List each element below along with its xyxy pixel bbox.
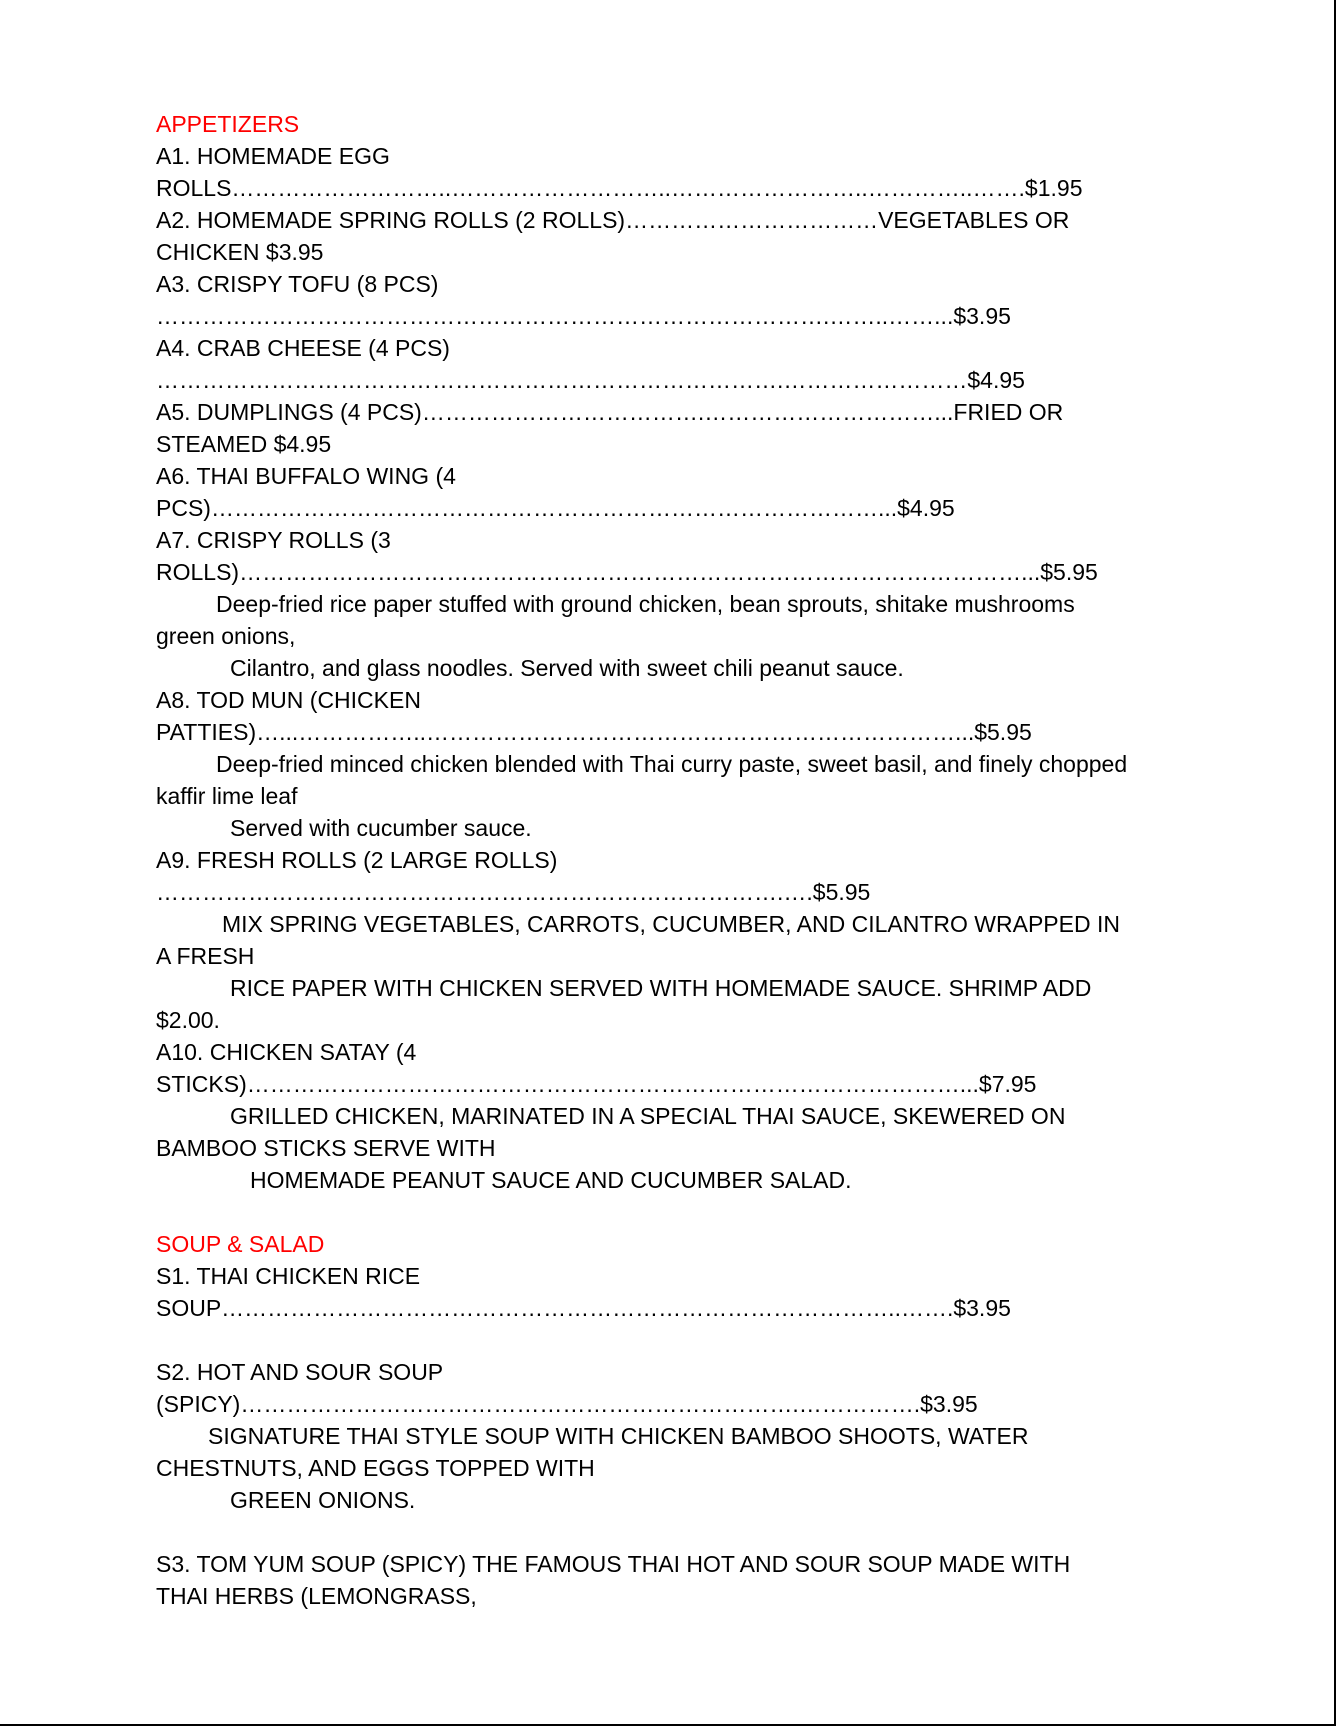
item-description: Served with cucumber sauce. xyxy=(230,815,532,841)
menu-line: A3. CRISPY TOFU (8 PCS) xyxy=(156,271,439,297)
section-heading-soup-salad: SOUP & SALAD xyxy=(156,1231,325,1257)
menu-line: A1. HOMEMADE EGG xyxy=(156,143,390,169)
menu-line: A6. THAI BUFFALO WING (4 xyxy=(156,463,456,489)
menu-line: ROLLS………………………..………………………..……………………..…………..…….$1.95 xyxy=(156,175,1083,201)
item-description: Deep-fried rice paper stuffed with ground chicken, bean sprouts, shitake mushrooms xyxy=(216,591,1075,617)
menu-line: S2. HOT AND SOUR SOUP xyxy=(156,1359,444,1385)
item-description: kaffir lime leaf xyxy=(156,783,298,809)
item-description: green onions, xyxy=(156,623,296,649)
menu-line: SOUP……………………………………………………………………………..…….$3.95 xyxy=(156,1295,1011,1321)
menu-line: S3. TOM YUM SOUP (SPICY) THE FAMOUS THAI HOT AND SOUR SOUP MADE WITH xyxy=(156,1551,1071,1577)
menu-content xyxy=(156,108,1216,1612)
menu-line: S1. THAI CHICKEN RICE xyxy=(156,1263,421,1289)
menu-line: (SPICY)……………………………………………………………….…………….$3.95 xyxy=(156,1391,978,1417)
menu-line: THAI HERBS (LEMONGRASS, xyxy=(156,1583,477,1609)
item-description: CHESTNUTS, AND EGGS TOPPED WITH xyxy=(156,1455,595,1481)
item-description: HOMEMADE PEANUT SAUCE AND CUCUMBER SALAD. xyxy=(250,1167,852,1193)
menu-line: STEAMED $4.95 xyxy=(156,431,332,457)
menu-line: A10. CHICKEN SATAY (4 xyxy=(156,1039,417,1065)
menu-line: A9. FRESH ROLLS (2 LARGE ROLLS) xyxy=(156,847,558,873)
item-description: BAMBOO STICKS SERVE WITH xyxy=(156,1135,496,1161)
menu-line: A5. DUMPLINGS (4 PCS)……………………………….…………………………...FRIED OR xyxy=(156,399,1064,425)
item-description: $2.00. xyxy=(156,1007,220,1033)
menu-line: A2. HOMEMADE SPRING ROLLS (2 ROLLS)……………………………VEGETABLES OR xyxy=(156,207,1070,233)
menu-line: A8. TOD MUN (CHICKEN xyxy=(156,687,421,713)
item-description: A FRESH xyxy=(156,943,255,969)
menu-line: A7. CRISPY ROLLS (3 xyxy=(156,527,391,553)
menu-line: …………………………………………………………………………….……..……...$3.95 xyxy=(156,303,1011,329)
item-description: Cilantro, and glass noodles. Served with sweet chili peanut sauce. xyxy=(230,655,904,681)
menu-line: STICKS)…………………………………………………………………………………...$7.95 xyxy=(156,1071,1037,1097)
menu-line: ……………………………………………………………………….….$5.95 xyxy=(156,879,871,905)
section-spacer xyxy=(156,1196,1216,1228)
item-description: GRILLED CHICKEN, MARINATED IN A SPECIAL THAI SAUCE, SKEWERED ON xyxy=(230,1103,1066,1129)
item-description: MIX SPRING VEGETABLES, CARROTS, CUCUMBER, AND CILANTRO WRAPPED IN xyxy=(222,911,1120,937)
menu-line: ROLLS)…………………………………………………………………………………………...$5.95 xyxy=(156,559,1098,585)
menu-line: PATTIES)…...……………..……………………………………………………………...$5.95 xyxy=(156,719,1032,745)
item-spacer xyxy=(156,1324,1216,1356)
item-description: SIGNATURE THAI STYLE SOUP WITH CHICKEN BAMBOO SHOOTS, WATER xyxy=(208,1423,1029,1449)
menu-line: A4. CRAB CHEESE (4 PCS) xyxy=(156,335,450,361)
item-spacer xyxy=(156,1516,1216,1548)
item-description: GREEN ONIONS. xyxy=(230,1487,416,1513)
menu-line: CHICKEN $3.95 xyxy=(156,239,324,265)
menu-line: PCS)……………………………………………………………………………...$4.95 xyxy=(156,495,955,521)
menu-line: ……………………………………………………………………….……………………$4.95 xyxy=(156,367,1025,393)
item-description: Deep-fried minced chicken blended with Thai curry paste, sweet basil, and finely chopped xyxy=(216,751,1128,777)
item-description: RICE PAPER WITH CHICKEN SERVED WITH HOMEMADE SAUCE. SHRIMP ADD xyxy=(230,975,1092,1001)
section-heading-appetizers: APPETIZERS xyxy=(156,111,300,137)
